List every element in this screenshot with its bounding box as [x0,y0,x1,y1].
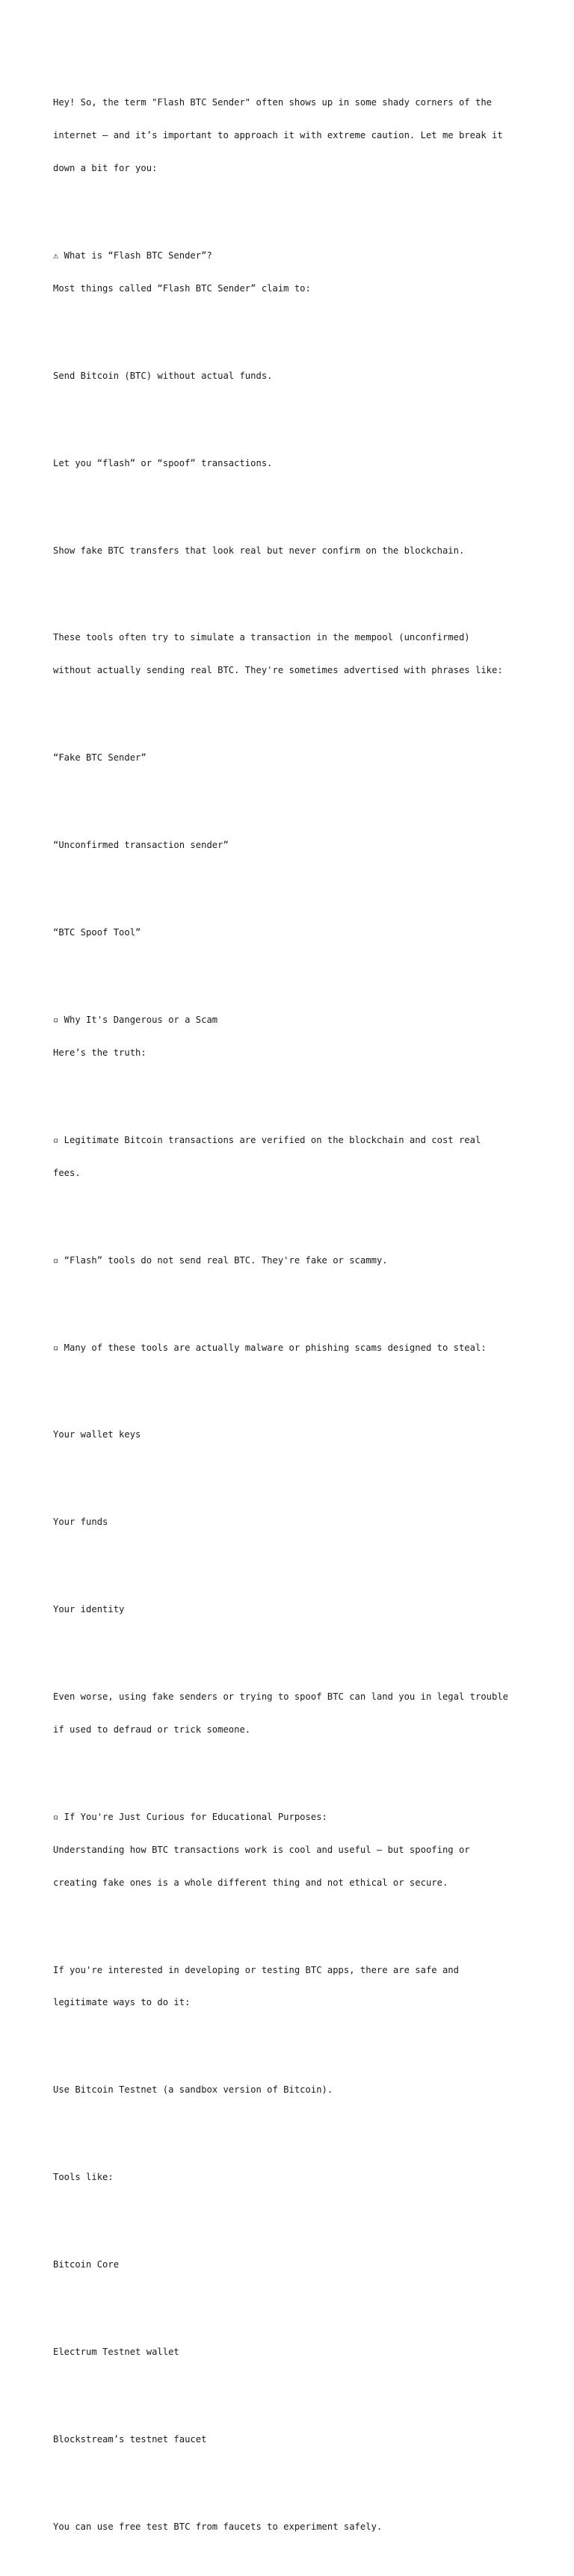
text-line: Your funds [53,1517,108,1528]
text-line: Your wallet keys [53,1429,141,1440]
paragraph-safe-ways [53,1942,531,2030]
item-wallet-keys [53,1408,531,1462]
text-line: Bitcoin Core [53,2259,120,2270]
text-line: internet — and it’s important to approach it with extreme caution. Let me break it [53,130,503,141]
paragraph-claim-3 [53,523,531,578]
text-line: ▫ Legitimate Bitcoin transactions are verified on the blockchain and cost real [53,1134,481,1145]
section-heading-educational [53,1790,531,1910]
text-line: legitimate ways to do it: [53,1997,191,2008]
section-heading-dangerous [53,993,531,1080]
phrase-fake-sender [53,731,531,785]
point-flash-fake [53,1233,531,1287]
text-line: if used to defraud or trick someone. [53,1724,251,1736]
document-body [53,54,531,2576]
point-legitimate [53,1113,531,1201]
text-line: Blockstream’s testnet faucet [53,2434,207,2445]
text-line: Your identity [53,1604,125,1615]
tool-electrum [53,2325,531,2380]
point-malware [53,1320,531,1375]
text-line: If you're interested in developing or testing BTC apps, there are safe and [53,1964,459,1975]
heading-dangerous: ▫ Why It's Dangerous or a Scam [53,1015,218,1026]
paragraph-faucets [53,2500,531,2554]
tool-blockstream [53,2412,531,2467]
text-line: fees. [53,1167,81,1178]
phrase-spoof-tool [53,905,531,960]
text-line: “BTC Spoof Tool” [53,927,141,938]
heading-educational: ▫ If You're Just Curious for Educational Purposes: [53,1812,327,1823]
text-line: Let you “flash” or “spoof” transactions. [53,457,273,468]
text-line: ▫ “Flash” tools do not send real BTC. They're fake or scammy. [53,1254,388,1266]
text-line: Most things called “Flash BTC Sender” claim to: [53,282,311,294]
item-identity [53,1582,531,1637]
text-line: Electrum Testnet wallet [53,2347,179,2358]
text-line: ▫ Many of these tools are actually malware or phishing scams designed to steal: [53,1342,487,1353]
text-line: Understanding how BTC transactions work is cool and useful — but spoofing or [53,1844,470,1855]
text-line: Even worse, using fake senders or trying to spoof BTC can land you in legal trouble [53,1691,509,1703]
text-line: Show fake BTC transfers that look real but never confirm on the blockchain. [53,545,465,556]
text-line: Here’s the truth: [53,1047,146,1058]
phrase-unconfirmed-sender [53,818,531,873]
text-line: Use Bitcoin Testnet (a sandbox version of Bitcoin). [53,2084,333,2096]
paragraph-claim-1 [53,348,531,403]
text-line: creating fake ones is a whole different thing and not ethical or secure. [53,1877,448,1888]
item-testnet [53,2063,531,2117]
text-line: Send Bitcoin (BTC) without actual funds. [53,370,273,381]
item-funds [53,1495,531,1549]
text-line: These tools often try to simulate a transaction in the mempool (unconfirmed) [53,632,470,643]
text-line: “Fake BTC Sender” [53,752,146,764]
paragraph-intro [53,75,531,196]
section-heading-what-is [53,229,531,316]
text-line: Tools like: [53,2172,114,2183]
paragraph-mempool [53,610,531,698]
text-line: Hey! So, the term "Flash BTC Sender" often shows up in some shady corners of the [53,97,492,108]
paragraph-claim-2 [53,436,531,490]
text-line: “Unconfirmed transaction sender” [53,840,229,851]
paragraph-legal-trouble [53,1670,531,1757]
text-line: You can use free test BTC from faucets to experiment safely. [53,2521,383,2533]
tool-bitcoin-core [53,2238,531,2292]
text-line: without actually sending real BTC. They're sometimes advertised with phrases like: [53,665,503,676]
text-line: down a bit for you: [53,162,158,173]
paragraph-tools-like [53,2150,531,2205]
heading-what-is: ⚠ What is “Flash BTC Sender”? [53,250,212,261]
